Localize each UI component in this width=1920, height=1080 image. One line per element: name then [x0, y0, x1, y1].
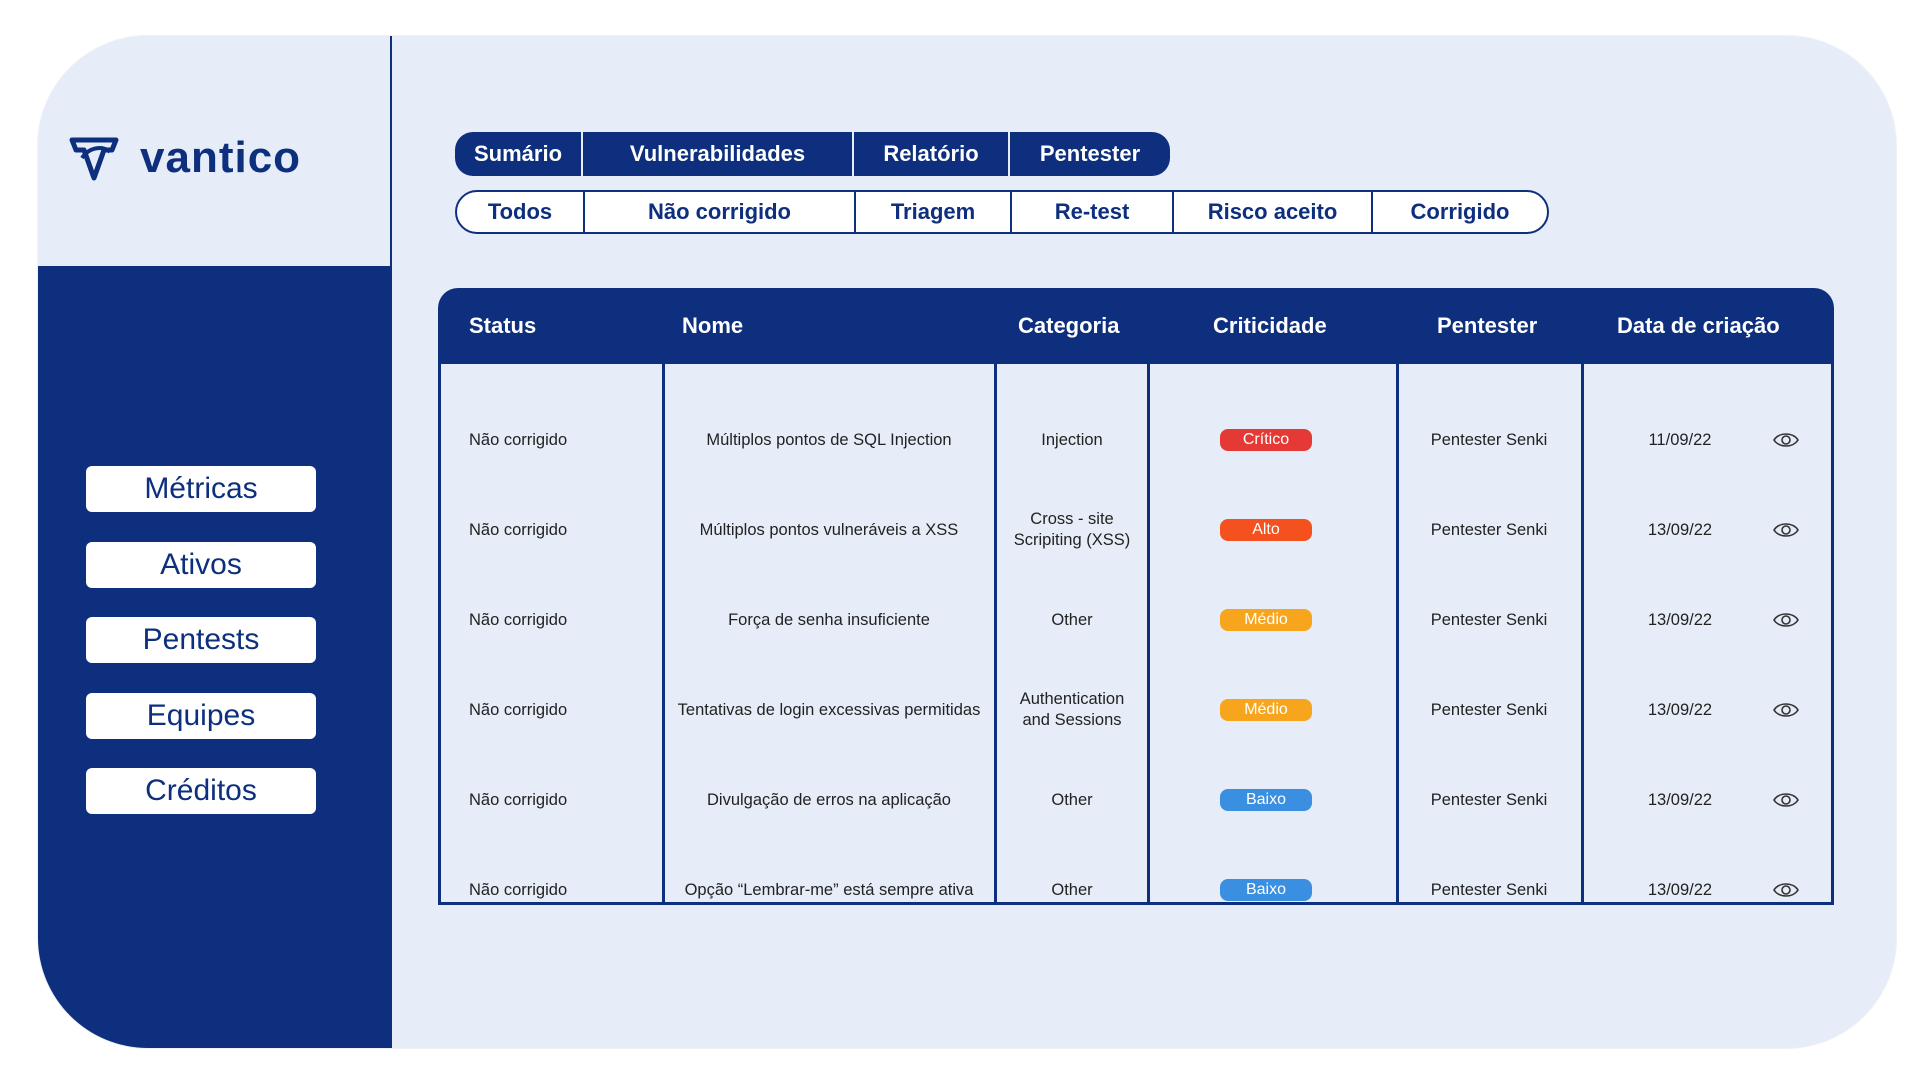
eye-icon[interactable]	[1772, 430, 1800, 450]
criticidade-badge: Crítico	[1220, 429, 1312, 451]
cell-categoria: Cross - site Scripiting (XSS)	[1013, 510, 1131, 549]
cell-data: 13/09/22	[1647, 880, 1713, 899]
cell-categoria: Other	[1051, 790, 1093, 809]
eye-icon[interactable]	[1772, 790, 1800, 810]
criticidade-badge: Baixo	[1220, 879, 1312, 901]
sidebar-item-creditos[interactable]: Créditos	[86, 768, 316, 814]
cell-nome: Opção “Lembrar-me” está sempre ativa	[684, 880, 974, 899]
column-divider	[994, 364, 997, 905]
cell-pentester: Pentester Senki	[1430, 700, 1548, 719]
criticidade-badge: Alto	[1220, 519, 1312, 541]
sidebar-item-metricas[interactable]: Métricas	[86, 466, 316, 512]
filter-re-test[interactable]: Re-test	[1012, 192, 1174, 232]
cell-data: 13/09/22	[1647, 520, 1713, 539]
column-divider	[1396, 364, 1399, 905]
app-frame	[38, 36, 1896, 1048]
tab-vulnerabilidades[interactable]: Vulnerabilidades	[583, 132, 854, 176]
cell-categoria: Injection	[1041, 430, 1103, 449]
cell-data: 13/09/22	[1647, 610, 1713, 629]
cell-nome: Múltiplos pontos de SQL Injection	[706, 430, 952, 449]
sidebar	[38, 266, 392, 1048]
column-divider	[1147, 364, 1150, 905]
header-categoria[interactable]: Categoria	[1018, 313, 1120, 338]
filter-corrigido[interactable]: Corrigido	[1410, 199, 1510, 224]
logo[interactable]	[66, 130, 301, 186]
cell-nome: Divulgação de erros na aplicação	[707, 790, 951, 809]
criticidade-badge: Baixo	[1220, 789, 1312, 811]
cell-categoria: Other	[1051, 610, 1093, 629]
cell-nome: Força de senha insuficiente	[728, 610, 930, 629]
tab-pentester[interactable]: Pentester	[1039, 141, 1141, 166]
sidebar-item-pentests[interactable]: Pentests	[86, 617, 316, 663]
eye-icon[interactable]	[1772, 700, 1800, 720]
eye-icon[interactable]	[1772, 880, 1800, 900]
sidebar-item-ativos[interactable]: Ativos	[86, 542, 316, 588]
header-nome[interactable]: Nome	[682, 313, 744, 338]
cell-categoria: Authentication and Sessions	[1019, 690, 1125, 729]
header-criticidade[interactable]: Criticidade	[1213, 313, 1327, 338]
vantico-shield-icon	[66, 130, 122, 186]
filter-nao-corrigido[interactable]: Não corrigido	[585, 192, 856, 232]
filter-triagem[interactable]: Triagem	[856, 192, 1012, 232]
cell-data: 13/09/22	[1647, 790, 1713, 809]
cell-nome: Tentativas de login excessivas permitidas	[677, 700, 981, 719]
header-status[interactable]: Status	[469, 313, 537, 338]
sidebar-item-equipes[interactable]: Equipes	[86, 693, 316, 739]
column-divider	[662, 364, 665, 905]
cell-status: Não corrigido	[469, 430, 568, 449]
cell-pentester: Pentester Senki	[1430, 520, 1548, 539]
tab-sumario[interactable]: Sumário	[455, 132, 583, 176]
cell-status: Não corrigido	[469, 520, 568, 539]
column-divider	[1581, 364, 1584, 905]
eye-icon[interactable]	[1772, 520, 1800, 540]
criticidade-badge: Médio	[1220, 699, 1312, 721]
eye-icon[interactable]	[1772, 610, 1800, 630]
sidebar-header	[38, 36, 392, 266]
table-header	[438, 288, 1834, 364]
tab-relatorio[interactable]: Relatório	[854, 132, 1010, 176]
header-pentester[interactable]: Pentester	[1437, 313, 1538, 338]
cell-nome: Múltiplos pontos vulneráveis a XSS	[699, 520, 959, 539]
cell-data: 11/09/22	[1648, 430, 1712, 449]
brand-name: vantico	[140, 133, 302, 182]
cell-pentester: Pentester Senki	[1430, 790, 1548, 809]
filter-todos[interactable]: Todos	[457, 192, 585, 232]
filter-risco-aceito[interactable]: Risco aceito	[1174, 192, 1373, 232]
cell-status: Não corrigido	[469, 880, 568, 899]
cell-status: Não corrigido	[469, 610, 568, 629]
filter-tab-bar	[455, 190, 1549, 234]
criticidade-badge: Médio	[1220, 609, 1312, 631]
header-data[interactable]: Data de criação	[1617, 313, 1780, 338]
cell-status: Não corrigido	[469, 790, 568, 809]
cell-pentester: Pentester Senki	[1430, 880, 1548, 899]
cell-data: 13/09/22	[1647, 700, 1713, 719]
cell-categoria: Other	[1051, 880, 1093, 899]
cell-pentester: Pentester Senki	[1430, 610, 1548, 629]
cell-pentester: Pentester Senki	[1430, 430, 1548, 449]
main-tab-bar	[455, 132, 1170, 176]
vulnerabilities-table	[438, 288, 1834, 905]
cell-status: Não corrigido	[469, 700, 568, 719]
